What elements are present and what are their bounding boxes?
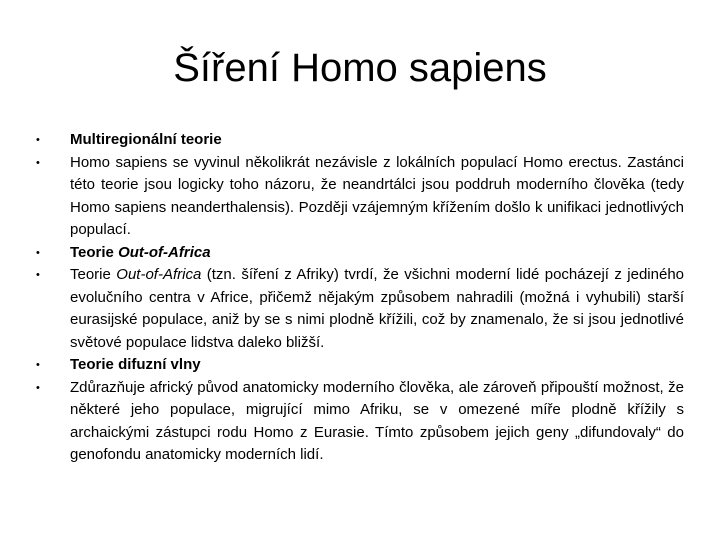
list-item <box>36 152 684 242</box>
heading-prefix: Teorie <box>70 243 119 261</box>
section-heading: Teorie difuzní vlny <box>70 356 201 373</box>
paragraph-prefix: Teorie <box>70 266 117 283</box>
section-heading: Multiregionální teorie <box>70 131 222 148</box>
section-heading <box>70 244 211 261</box>
list-item <box>36 354 684 377</box>
bullet-icon: • <box>36 359 40 371</box>
bullet-icon: • <box>36 134 40 146</box>
list-item <box>36 264 684 354</box>
bullet-icon: • <box>36 381 40 394</box>
list-item <box>36 377 684 467</box>
paragraph-text <box>70 266 684 351</box>
paragraph-text: Homo sapiens se vyvinul několikrát nezávisle z lokálních populací Homo erectus. Zastánci této teorie jsou logicky toho názoru, že neandrtálci jsou poddruh moderního člověka (tedy Homo sapiens neanderthalensis). Později vzájemným křížením došlo k unifikaci jednotlivých populací. <box>70 153 684 238</box>
paragraph-italic: Out-of-Africa <box>116 266 202 283</box>
slide-title: Šíření Homo sapiens <box>173 46 547 90</box>
paragraph-text: Zdůrazňuje africký původ anatomicky moderního člověka, ale zároveň připouští možnost, že některé jeho populace, migrující mimo Afriku, se v omezené míře plodně křížily s archaickými zástupci rodu Homo z Eurasie. Tímto způsobem jejich geny „difundovaly“ do genofondu anatomicky moderních lidí. <box>70 378 684 463</box>
heading-italic: Out-of-Africa <box>118 243 211 261</box>
list-item <box>36 129 684 152</box>
bullet-icon: • <box>36 246 40 259</box>
bullet-icon: • <box>36 156 40 169</box>
bullet-list <box>36 129 684 467</box>
bullet-icon: • <box>36 269 40 281</box>
paragraph-rest: (tzn. šíření z Afriky) tvrdí, že všichni moderní lidé pocházejí z jediného evolučního centra v Africe, přičemž nějakým způsobem nahradili (možná i vyhubili) starší eurasijské populace, aniž by se s nimi plodně křížili, což by znamenalo, že si jsou jednotlivé světové populace lidstva daleko bližší. <box>70 266 685 351</box>
list-item <box>36 242 684 265</box>
